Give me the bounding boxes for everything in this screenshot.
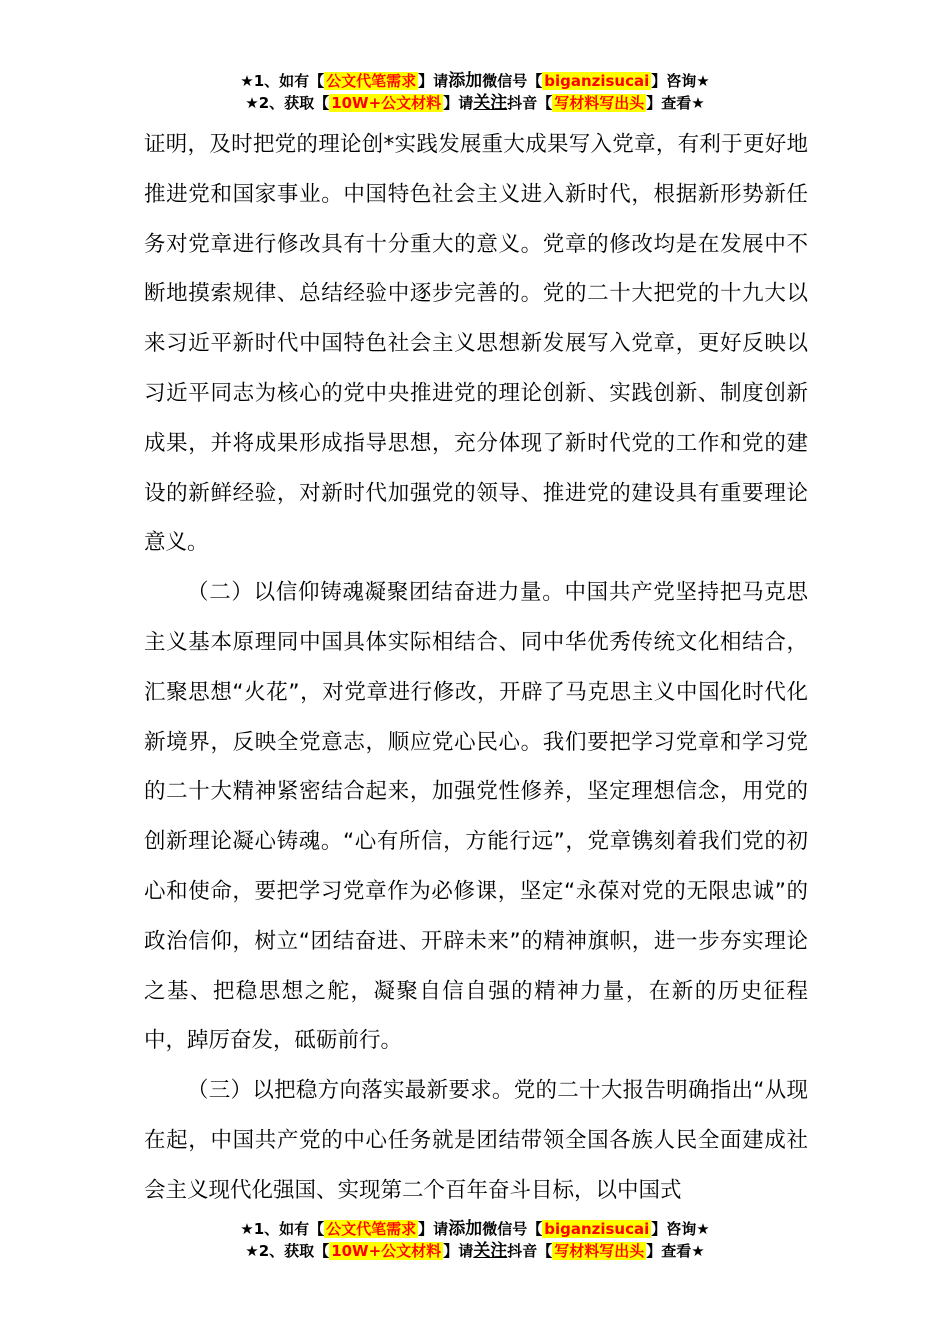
banner-text: 】查看★ bbox=[646, 1242, 705, 1260]
banner-line-1 bbox=[0, 70, 950, 92]
banner-text: 】请 bbox=[443, 1242, 474, 1260]
banner-text: 】请 bbox=[443, 94, 474, 112]
banner-text: ★2、获取【 bbox=[245, 1242, 330, 1260]
document-body bbox=[144, 120, 808, 1216]
banner-text: 微信号【 bbox=[482, 1220, 543, 1238]
banner-text: ★1、如有【 bbox=[240, 72, 325, 90]
banner-emphasis: 关注 bbox=[473, 93, 508, 113]
banner-text: 微信号【 bbox=[482, 72, 543, 90]
highlight-douyin-account: 写材料写出头 bbox=[554, 94, 645, 112]
banner-text: 抖音【 bbox=[507, 1242, 553, 1260]
banner-emphasis: 添加 bbox=[448, 71, 483, 91]
banner-text: 】咨询★ bbox=[651, 72, 710, 90]
highlight-materials: 10W+公文材料 bbox=[331, 94, 442, 112]
highlight-wechat-id: biganzisucai bbox=[544, 1220, 650, 1238]
paragraph-1: 证明，及时把党的理论创*实践发展重大成果写入党章，有利于更好地推进党和国家事业。中国特色社会主义进入新时代，根据新形势新任务对党章进行修改具有十分重大的意义。党章的修改均是在发展中不断地摸索规律、总结经验中逐步完善的。党的二十大把党的十九大以来习近平新时代中国特色社会主义思想新发展写入党章，更好反映以习近平同志为核心的党中央推进党的理论创新、实践创新、制度创新成果，并将成果形成指导思想，充分体现了新时代党的工作和党的建设的新鲜经验，对新时代加强党的领导、推进党的建设具有重要理论意义。 bbox=[144, 132, 808, 556]
banner-text: ★2、获取【 bbox=[245, 94, 330, 112]
highlight-materials: 10W+公文材料 bbox=[331, 1242, 442, 1260]
banner-emphasis: 添加 bbox=[448, 1219, 483, 1239]
banner-text: 】请 bbox=[418, 72, 449, 90]
banner-text: ★1、如有【 bbox=[240, 1220, 325, 1238]
banner-emphasis: 关注 bbox=[473, 1241, 508, 1261]
banner-text: 抖音【 bbox=[507, 94, 553, 112]
paragraph-2: （二）以信仰铸魂凝聚团结奋进力量。中国共产党坚持把马克思主义基本原理同中国具体实际相结合、同中华优秀传统文化相结合，汇聚思想“火花”，对党章进行修改，开辟了马克思主义中国化时代化新境界，反映全党意志，顺应党心民心。我们要把学习党章和学习党的二十大精神紧密结合起来，加强党性修养，坚定理想信念，用党的创新理论凝心铸魂。“心有所信，方能行远”，党章镌刻着我们党的初心和使命，要把学习党章作为必修课，坚定“永葆对党的无限忠诚”的政治信仰，树立“团结奋进、开辟未来”的精神旗帜，进一步夯实理论之基、把稳思想之舵，凝聚自信自强的精神力量，在新的历史征程中，踔厉奋发，砥砺前行。 bbox=[144, 580, 808, 1054]
highlight-service: 公文代笔需求 bbox=[326, 72, 417, 90]
top-banner bbox=[0, 70, 950, 114]
banner-line-1 bbox=[0, 1218, 950, 1240]
banner-line-2 bbox=[0, 1240, 950, 1262]
highlight-wechat-id: biganzisucai bbox=[544, 72, 650, 90]
highlight-douyin-account: 写材料写出头 bbox=[554, 1242, 645, 1260]
banner-text: 】查看★ bbox=[646, 94, 705, 112]
highlight-service: 公文代笔需求 bbox=[326, 1220, 417, 1238]
banner-text: 】请 bbox=[418, 1220, 449, 1238]
paragraph-3: （三）以把稳方向落实最新要求。党的二十大报告明确指出“从现在起，中国共产党的中心任务就是团结带领全国各族人民全面建成社会主义现代化强国、实现第二个百年奋斗目标，以中国式 bbox=[144, 1078, 808, 1203]
bottom-banner bbox=[0, 1218, 950, 1262]
banner-line-2 bbox=[0, 92, 950, 114]
banner-text: 】咨询★ bbox=[651, 1220, 710, 1238]
